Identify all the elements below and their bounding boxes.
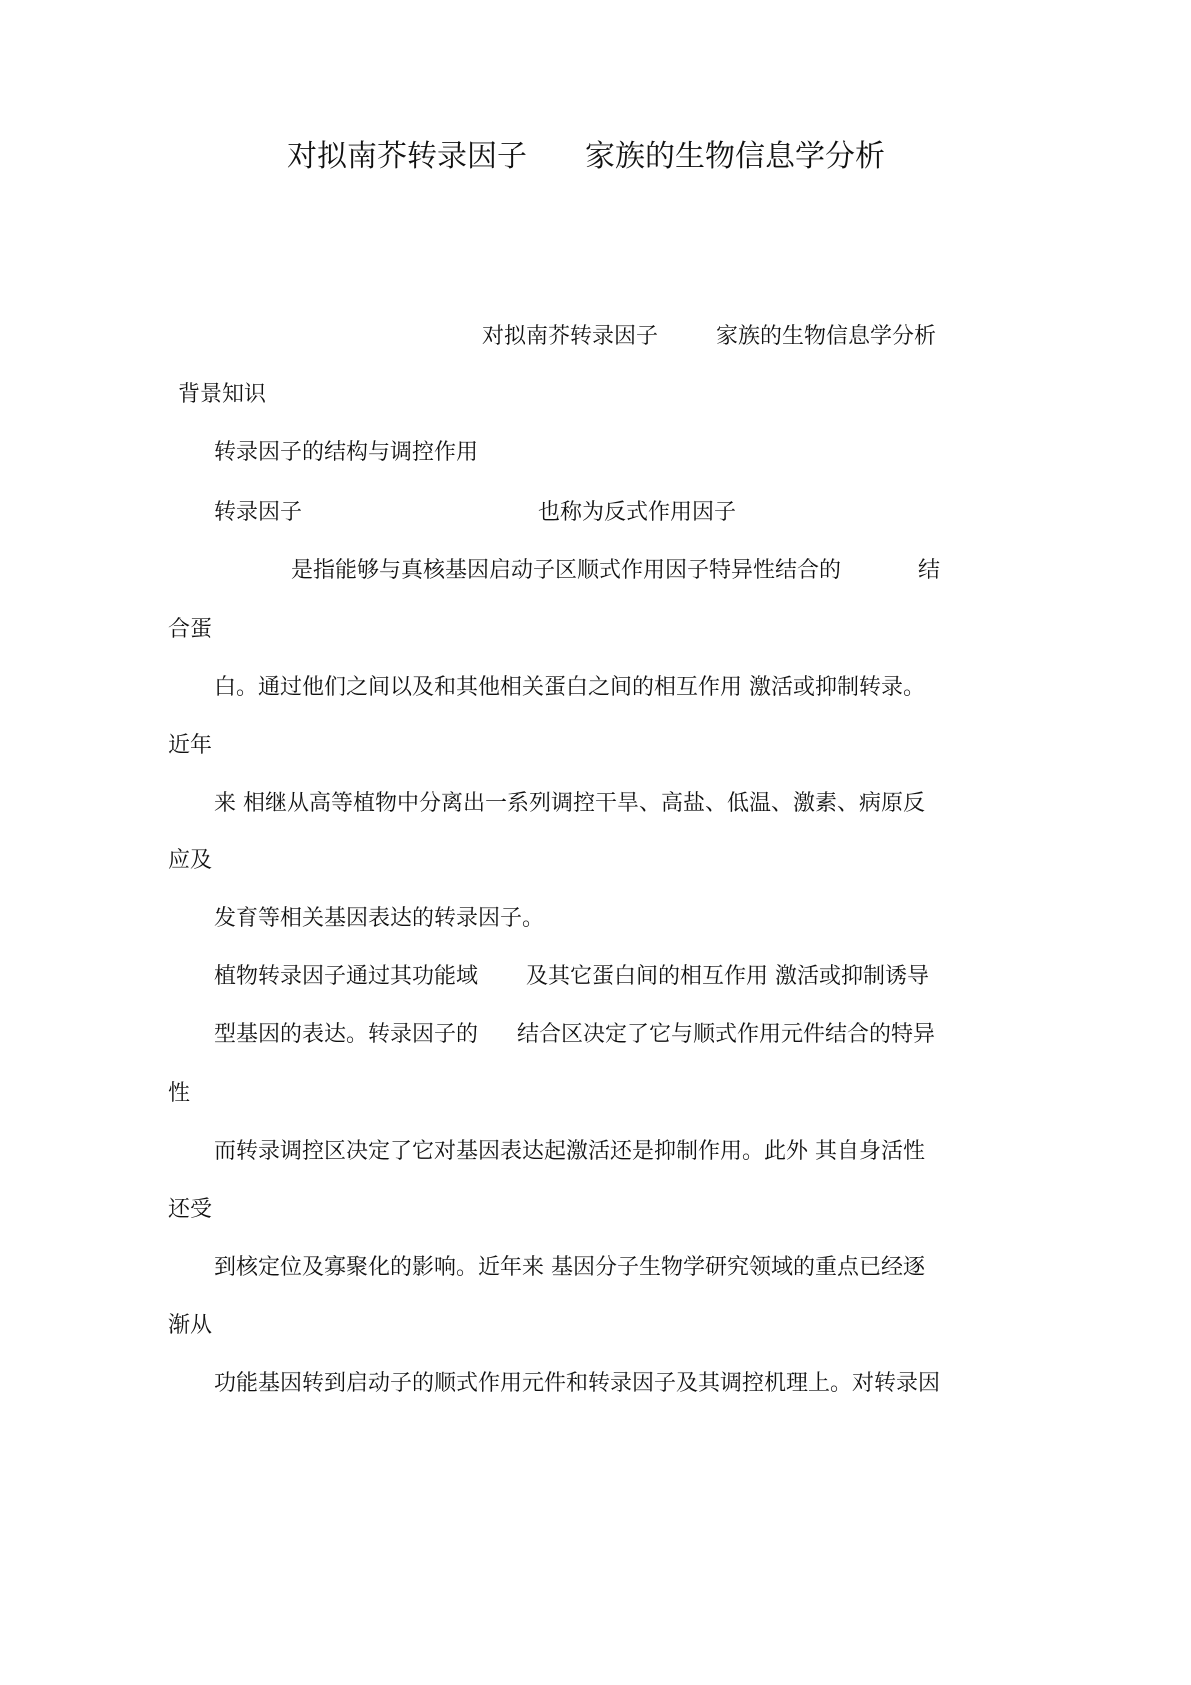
document-title-part1: 对拟南芥转录因子 [287, 139, 527, 174]
paragraph-line: 及其它蛋白间的相互作用 激活或抑制诱导 [526, 964, 929, 989]
paragraph-line: 是指能够与真核基因启动子区顺式作用因子特异性结合的 [291, 558, 842, 583]
paragraph-line: 合蛋 [168, 617, 213, 642]
paragraph-line: 而转录调控区决定了它对基因表达起激活还是抑制作用。此外 其自身活性 [214, 1139, 925, 1164]
paragraph-line: 性 [168, 1081, 191, 1106]
paragraph-line: 近年 [168, 733, 213, 758]
paragraph-line: 植物转录因子通过其功能域 [214, 964, 479, 989]
paragraph-line: 结 [918, 558, 941, 583]
paragraph-line: 白。通过他们之间以及和其他相关蛋白之间的相互作用 激活或抑制转录。 [214, 675, 925, 700]
paragraph-line: 也称为反式作用因子 [538, 500, 737, 525]
paragraph-line: 转录因子 [214, 500, 303, 525]
subsection-heading: 转录因子的结构与调控作用 [214, 440, 479, 465]
paragraph-line: 应及 [168, 848, 213, 873]
paragraph-line: 结合区决定了它与顺式作用元件结合的特异 [517, 1022, 936, 1047]
paragraph-line: 到核定位及寡聚化的影响。近年来 基因分子生物学研究领域的重点已经逐 [214, 1255, 925, 1280]
paragraph-line: 还受 [168, 1197, 213, 1222]
subtitle-part2: 家族的生物信息学分析 [716, 324, 937, 349]
subtitle-part1: 对拟南芥转录因子 [482, 324, 659, 349]
paragraph-line: 渐从 [168, 1313, 213, 1338]
paragraph-line: 型基因的表达。转录因子的 [214, 1022, 479, 1047]
paragraph-line: 功能基因转到启动子的顺式作用元件和转录因子及其调控机理上。对转录因 [214, 1371, 941, 1396]
section-heading: 背景知识 [178, 382, 267, 407]
paragraph-line: 发育等相关基因表达的转录因子。 [214, 906, 545, 931]
document-title-part2: 家族的生物信息学分析 [585, 139, 885, 174]
paragraph-line: 来 相继从高等植物中分离出一系列调控干旱、高盐、低温、激素、病原反 [214, 791, 925, 816]
